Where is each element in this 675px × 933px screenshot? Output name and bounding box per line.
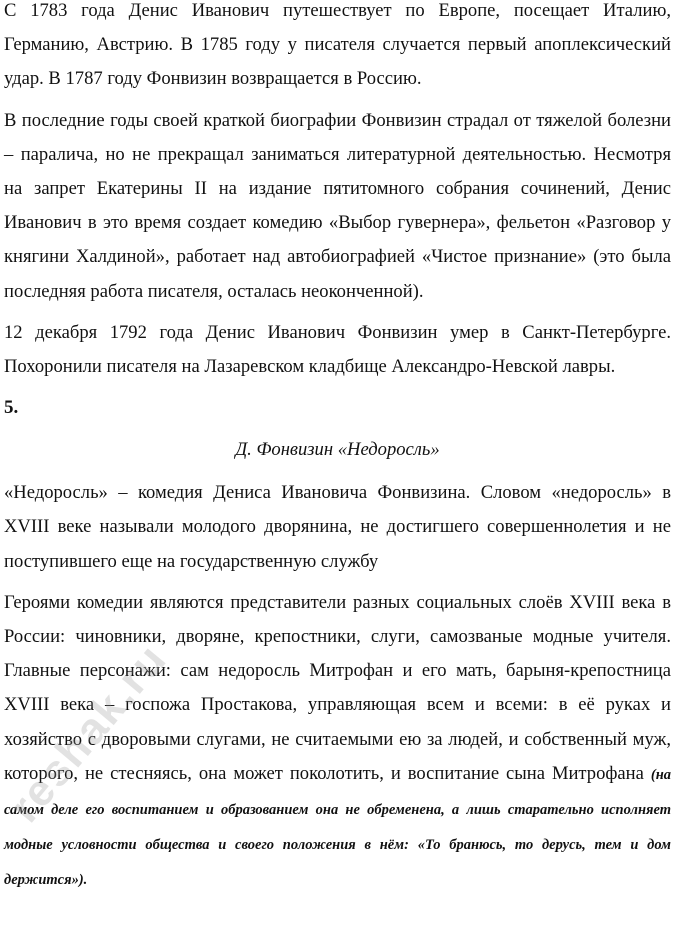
section-number: 5. [4,397,19,419]
watermark: reshak.ru [0,634,177,832]
characters-main-text: Героями комедии являются представители разных социальных слоёв XVIII века в России: чиновники, дворяне, крепостники, слуги, самозваные модные учителя. Главные персонажи: сам недоросль Митрофан и его мать, барыня-крепостница XVIII века – госпожа Простакова, управляющая всем и всеми: в её руках и хозяйство с дворовыми слугами, не считаемыми ею за людей, и собственный муж, которого, не стесняясь, она может поколотить, и воспитание сына Митрофана [4,591,671,784]
section-title: Д. Фонвизин «Недоросль» [235,439,440,461]
characters-note: (на самом деле его воспитанием и образованием она не обременена, а лишь старательно исполняет модные условности общества и своего положения в нём: «То бранюсь, то дерусь, тем и дом держится»). [4,766,671,889]
paragraph-characters [4,586,671,898]
paragraph-europe-travel: С 1783 года Денис Иванович путешествует по Европе, посещает Италию, Германию, Австрию. В 1785 году у писателя случается первый апоплексический удар. В 1787 году Фонвизин возвращается в Россию. [4,0,671,90]
paragraph-death: 12 декабря 1792 года Денис Иванович Фонвизин умер в Санкт-Петербурге. Похоронили писателя на Лазаревском кладбище Александро-Невской лавры. [4,321,671,378]
paragraph-last-years: В последние годы своей краткой биографии Фонвизин страдал от тяжелой болезни – паралича, но не прекращал заниматься литературной деятельностью. Несмотря на запрет Екатерины II на издание пятитомного собрания сочинений, Денис Иванович в это время создает комедию «Выбор гувернера», фельетон «Разговор у княгини Халдиной», работает над автобиографией «Чистое признание» (это была последняя работа писателя, осталась неоконченной). [4,109,671,302]
paragraph-nedorosl-definition: «Недоросль» – комедия Дениса Ивановича Фонвизина. Словом «недоросль» в XVIII веке называли молодого дворянина, не достигшего совершеннолетия и не поступившего еще на государственную службу [4,482,671,572]
